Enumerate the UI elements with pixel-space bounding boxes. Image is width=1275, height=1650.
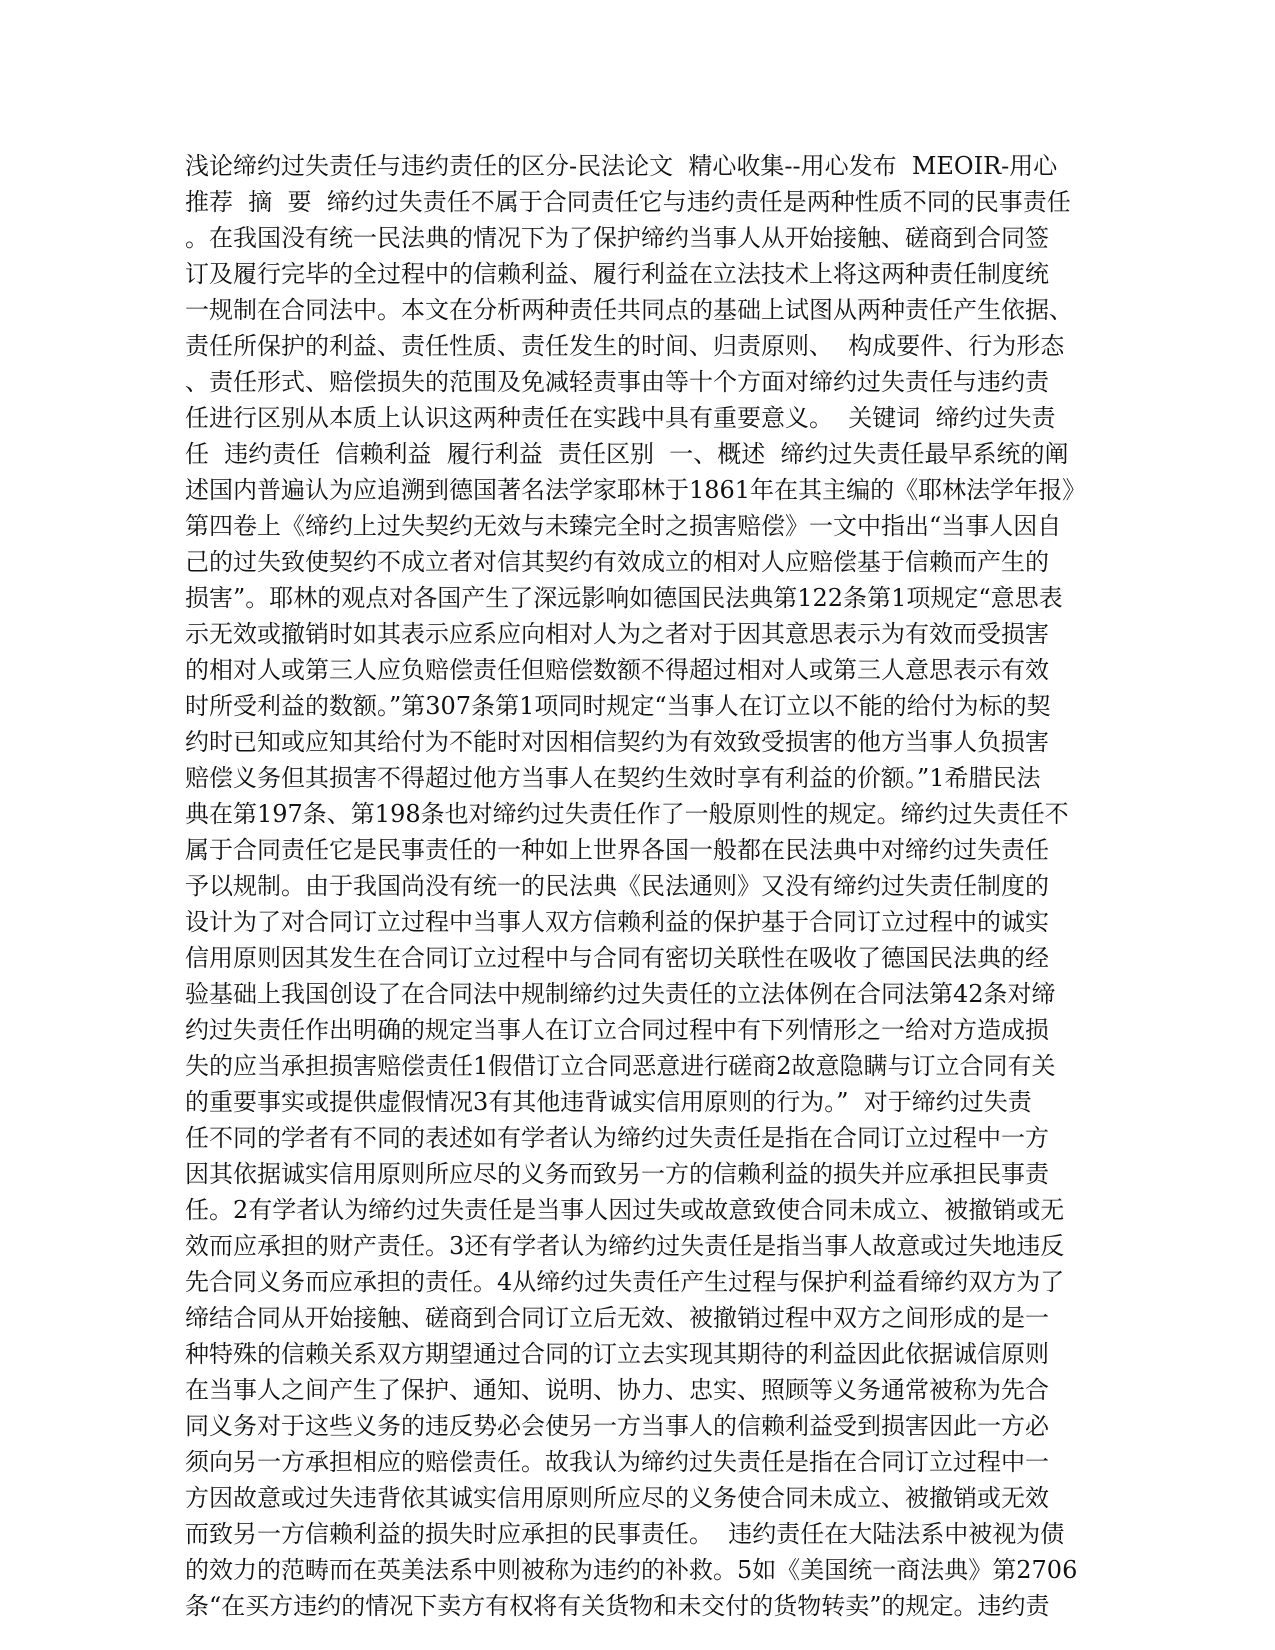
text-line: 须向另一方承担相应的赔偿责任。故我认为缔约过失责任是指在合同订立过程中一 — [185, 1448, 1049, 1476]
text-line: 约过失责任作出明确的规定当事人在订立合同过程中有下列情形之一给对方造成损 — [185, 1016, 1049, 1044]
text-line: 的相对人或第三人应负赔偿责任但赔偿数额不得超过相对人或第三人意思表示有效 — [185, 656, 1049, 684]
text-line: 第四卷上《缔约上过失契约无效与未臻完全时之损害赔偿》一文中指出“当事人因自 — [185, 512, 1062, 540]
text-line: 种特殊的信赖关系双方期望通过合同的订立去实现其期待的利益因此依据诚信原则 — [185, 1340, 1049, 1368]
text-line: 任进行区别从本质上认识这两种责任在实践中具有重要意义。 关键词 缔约过失责 — [185, 404, 1056, 432]
text-line: 而致另一方信赖利益的损失时应承担的民事责任。 违约责任在大陆法系中被视为债 — [185, 1520, 1065, 1548]
text-line: 己的过失致使契约不成立者对信其契约有效成立的相对人应赔偿基于信赖而产生的 — [185, 548, 1049, 576]
text-line: 、责任形式、赔偿损失的范围及免减轻责事由等十个方面对缔约过失责任与违约责 — [185, 368, 1049, 396]
text-line: 方因故意或过失违背依其诚实信用原则所应尽的义务使合同未成立、被撤销或无效 — [185, 1484, 1049, 1512]
text-line: 订及履行完毕的全过程中的信赖利益、履行利益在立法技术上将这两种责任制度统 — [185, 260, 1049, 288]
text-line: 效而应承担的财产责任。3还有学者认为缔约过失责任是指当事人故意或过失地违反 — [185, 1232, 1065, 1260]
text-line: 典在第197条、第198条也对缔约过失责任作了一般原则性的规定。缔约过失责任不 — [185, 800, 1069, 828]
text-line: 信用原则因其发生在合同订立过程中与合同有密切关联性在吸收了德国民法典的经 — [185, 944, 1049, 972]
text-line: 浅论缔约过失责任与违约责任的区分-民法论文 精心收集--用心发布 MEOIR-用心 — [185, 152, 1058, 180]
text-line: 的重要事实或提供虚假情况3有其他违背诚实信用原则的行为。” 对于缔约过失责 — [185, 1088, 1032, 1116]
text-line: 因其依据诚实信用原则所应尽的义务而致另一方的信赖利益的损失并应承担民事责 — [185, 1160, 1049, 1188]
text-line: 。在我国没有统一民法典的情况下为了保护缔约当事人从开始接触、磋商到合同签 — [185, 224, 1049, 252]
text-line: 验基础上我国创设了在合同法中规制缔约过失责任的立法体例在合同法第42条对缔 — [185, 980, 1056, 1008]
text-line: 在当事人之间产生了保护、通知、说明、协力、忠实、照顾等义务通常被称为先合 — [185, 1376, 1049, 1404]
text-line: 责任所保护的利益、责任性质、责任发生的时间、归责原则、 构成要件、行为形态 — [185, 332, 1065, 360]
text-line: 述国内普遍认为应追溯到德国著名法学家耶林于1861年在其主编的《耶林法学年报》 — [185, 476, 1087, 504]
text-line: 任。2有学者认为缔约过失责任是当事人因过失或故意致使合同未成立、被撤销或无 — [185, 1196, 1065, 1224]
text-line: 约时已知或应知其给付为不能时对因相信契约为有效致受损害的他方当事人负损害 — [185, 728, 1049, 756]
text-line: 赔偿义务但其损害不得超过他方当事人在契约生效时享有利益的价额。”1希腊民法 — [185, 764, 1041, 792]
text-line: 任 违约责任 信赖利益 履行利益 责任区别 一、概述 缔约过失责任最早系统的阐 — [185, 440, 1069, 468]
text-line: 属于合同责任它是民事责任的一种如上世界各国一般都在民法典中对缔约过失责任 — [185, 836, 1049, 864]
text-line: 予以规制。由于我国尚没有统一的民法典《民法通则》又没有缔约过失责任制度的 — [185, 872, 1049, 900]
text-line: 推荐 摘 要 缔约过失责任不属于合同责任它与违约责任是两种性质不同的民事责任 — [185, 188, 1071, 216]
text-line: 设计为了对合同订立过程中当事人双方信赖利益的保护基于合同订立过程中的诚实 — [185, 908, 1049, 936]
text-line: 条“在买方违约的情况下卖方有权将有关货物和未交付的货物转卖”的规定。违约责 — [185, 1592, 1050, 1620]
text-line: 同义务对于这些义务的违反势必会使另一方当事人的信赖利益受到损害因此一方必 — [185, 1412, 1049, 1440]
text-line: 失的应当承担损害赔偿责任1假借订立合同恶意进行磋商2故意隐瞒与订立合同有关 — [185, 1052, 1056, 1080]
text-line: 的效力的范畴而在英美法系中则被称为违约的补救。5如《美国统一商法典》第2706 — [185, 1556, 1078, 1584]
text-line: 一规制在合同法中。本文在分析两种责任共同点的基础上试图从两种责任产生依据、 — [185, 296, 1073, 324]
text-line: 时所受利益的数额。”第307条第1项同时规定“当事人在订立以不能的给付为标的契 — [185, 692, 1051, 720]
text-line: 示无效或撤销时如其表示应系应向相对人为之者对于因其意思表示为有效而受损害 — [185, 620, 1049, 648]
text-line: 任不同的学者有不同的表述如有学者认为缔约过失责任是指在合同订立过程中一方 — [185, 1124, 1049, 1152]
text-line: 损害”。耶林的观点对各国产生了深远影响如德国民法典第122条第1项规定“意思表 — [185, 584, 1063, 612]
body-text — [185, 148, 1090, 1624]
text-line: 先合同义务而应承担的责任。4从缔约过失责任产生过程与保护利益看缔约双方为了 — [185, 1268, 1065, 1296]
text-line: 缔结合同从开始接触、磋商到合同订立后无效、被撤销过程中双方之间形成的是一 — [185, 1304, 1049, 1332]
